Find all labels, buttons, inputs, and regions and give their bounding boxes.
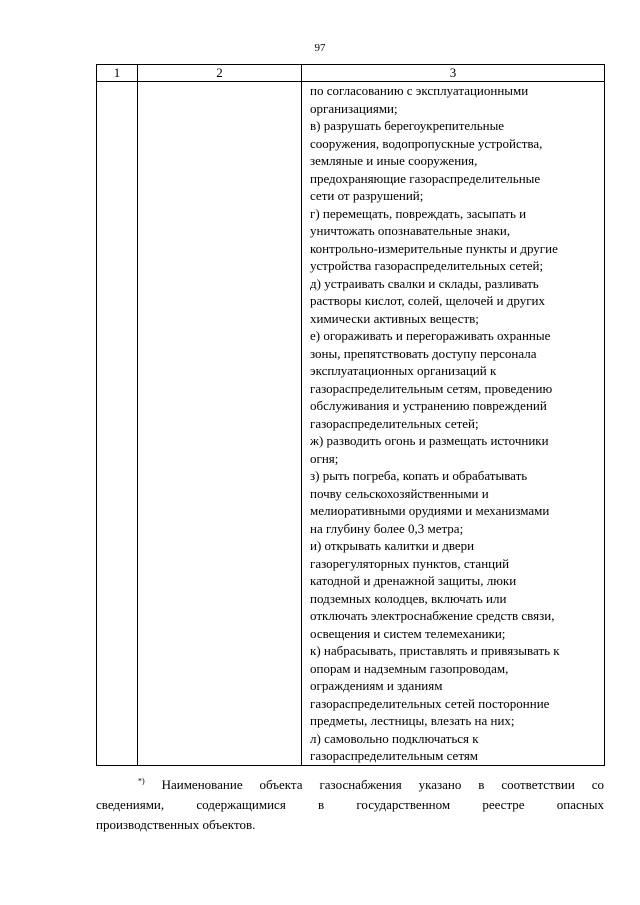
table-text-line: зоны, препятствовать доступу персонала	[310, 345, 537, 361]
table-text-line: предохраняющие газораспределительные	[310, 170, 541, 186]
table-header-row	[97, 65, 605, 82]
table-text-line: е) огораживать и перегораживать охранные	[310, 328, 551, 343]
table-text-line: растворы кислот, солей, щелочей и других	[310, 293, 546, 308]
column-header-3: 3	[302, 65, 605, 82]
footnote-marker: *)	[138, 776, 145, 786]
table-text-line: устройства газораспределительных сетей;	[310, 258, 544, 273]
table-text-line: и) открывать калитки и двери	[310, 538, 475, 553]
table-text-line: почву сельскохозяйственными и	[310, 485, 489, 501]
table-text-line: ж) разводить огонь и размещать источники	[310, 433, 549, 448]
table-text-line: газораспределительных сетей посторонние	[310, 695, 550, 711]
footnote-line-3: производственных объектов.	[96, 817, 256, 832]
table-text-line: обслуживания и устранению повреждений	[310, 398, 547, 413]
table-text-line: земляные и иные сооружения,	[310, 153, 478, 168]
table-text-line: к) набрасывать, приставлять и привязывать к	[310, 643, 560, 658]
table-text-line: сети от разрушений;	[310, 188, 424, 203]
table-text-line: д) устраивать свалки и склады, разливать	[310, 275, 539, 291]
table-text-line: газорегуляторных пунктов, станций	[310, 555, 510, 571]
table-cell-col3	[302, 82, 605, 766]
table-row	[97, 82, 605, 766]
footnote-line-2: сведениями, содержащимися в государственном реестре опасных	[96, 797, 604, 812]
table-text-line: мелиоративными орудиями и механизмами	[310, 503, 550, 518]
table-text-line: огня;	[310, 450, 339, 466]
table-text-line: уничтожать опознавательные знаки,	[310, 223, 511, 238]
table-text-line: отключать электроснабжение средств связи,	[310, 608, 555, 623]
table-text-line: предметы, лестницы, влезать на них;	[310, 713, 515, 728]
table-text-line: эксплуатационных организаций к	[310, 363, 497, 378]
table-text-line: организациями;	[310, 100, 398, 116]
table-cell-col2	[138, 82, 302, 766]
table-text-line: освещения и систем телемеханики;	[310, 625, 506, 641]
footnote-line-1	[96, 775, 604, 795]
table-text-line: газораспределительных сетей;	[310, 415, 479, 431]
table-text-line: контрольно-измерительные пункты и другие	[310, 240, 558, 256]
footnote-text-1: Наименование объекта газоснабжения указано в соответствии со	[161, 777, 604, 792]
table-text-line: в) разрушать берегоукрепительные	[310, 118, 505, 133]
table-text-line: по согласованию с эксплуатационными	[310, 83, 529, 98]
table-text-line: з) рыть погреба, копать и обрабатывать	[310, 468, 528, 483]
table-cell-col1	[97, 82, 138, 766]
table-text-line: сооружения, водопропускные устройства,	[310, 135, 543, 151]
table-text-line: газораспределительным сетям	[310, 748, 479, 763]
requirements-table	[96, 64, 605, 766]
table-text-line: г) перемещать, повреждать, засыпать и	[310, 205, 527, 221]
page-number: 97	[314, 42, 326, 54]
table-text-line: подземных колодцев, включать или	[310, 590, 507, 606]
table-text-line: опорам и надземным газопроводам,	[310, 660, 509, 676]
table-text-line: катодной и дренажной защиты, люки	[310, 573, 517, 588]
table-text-line: ограждениям и зданиям	[310, 678, 443, 693]
table-text-line: л) самовольно подключаться к	[310, 730, 479, 746]
table-text-line: газораспределительным сетям, проведению	[310, 380, 553, 396]
column-header-2: 2	[138, 65, 302, 82]
table-text-line: на глубину более 0,3 метра;	[310, 520, 464, 536]
table-text-line: химически активных веществ;	[310, 310, 479, 326]
footnote	[96, 775, 604, 835]
column-header-1: 1	[97, 65, 138, 82]
